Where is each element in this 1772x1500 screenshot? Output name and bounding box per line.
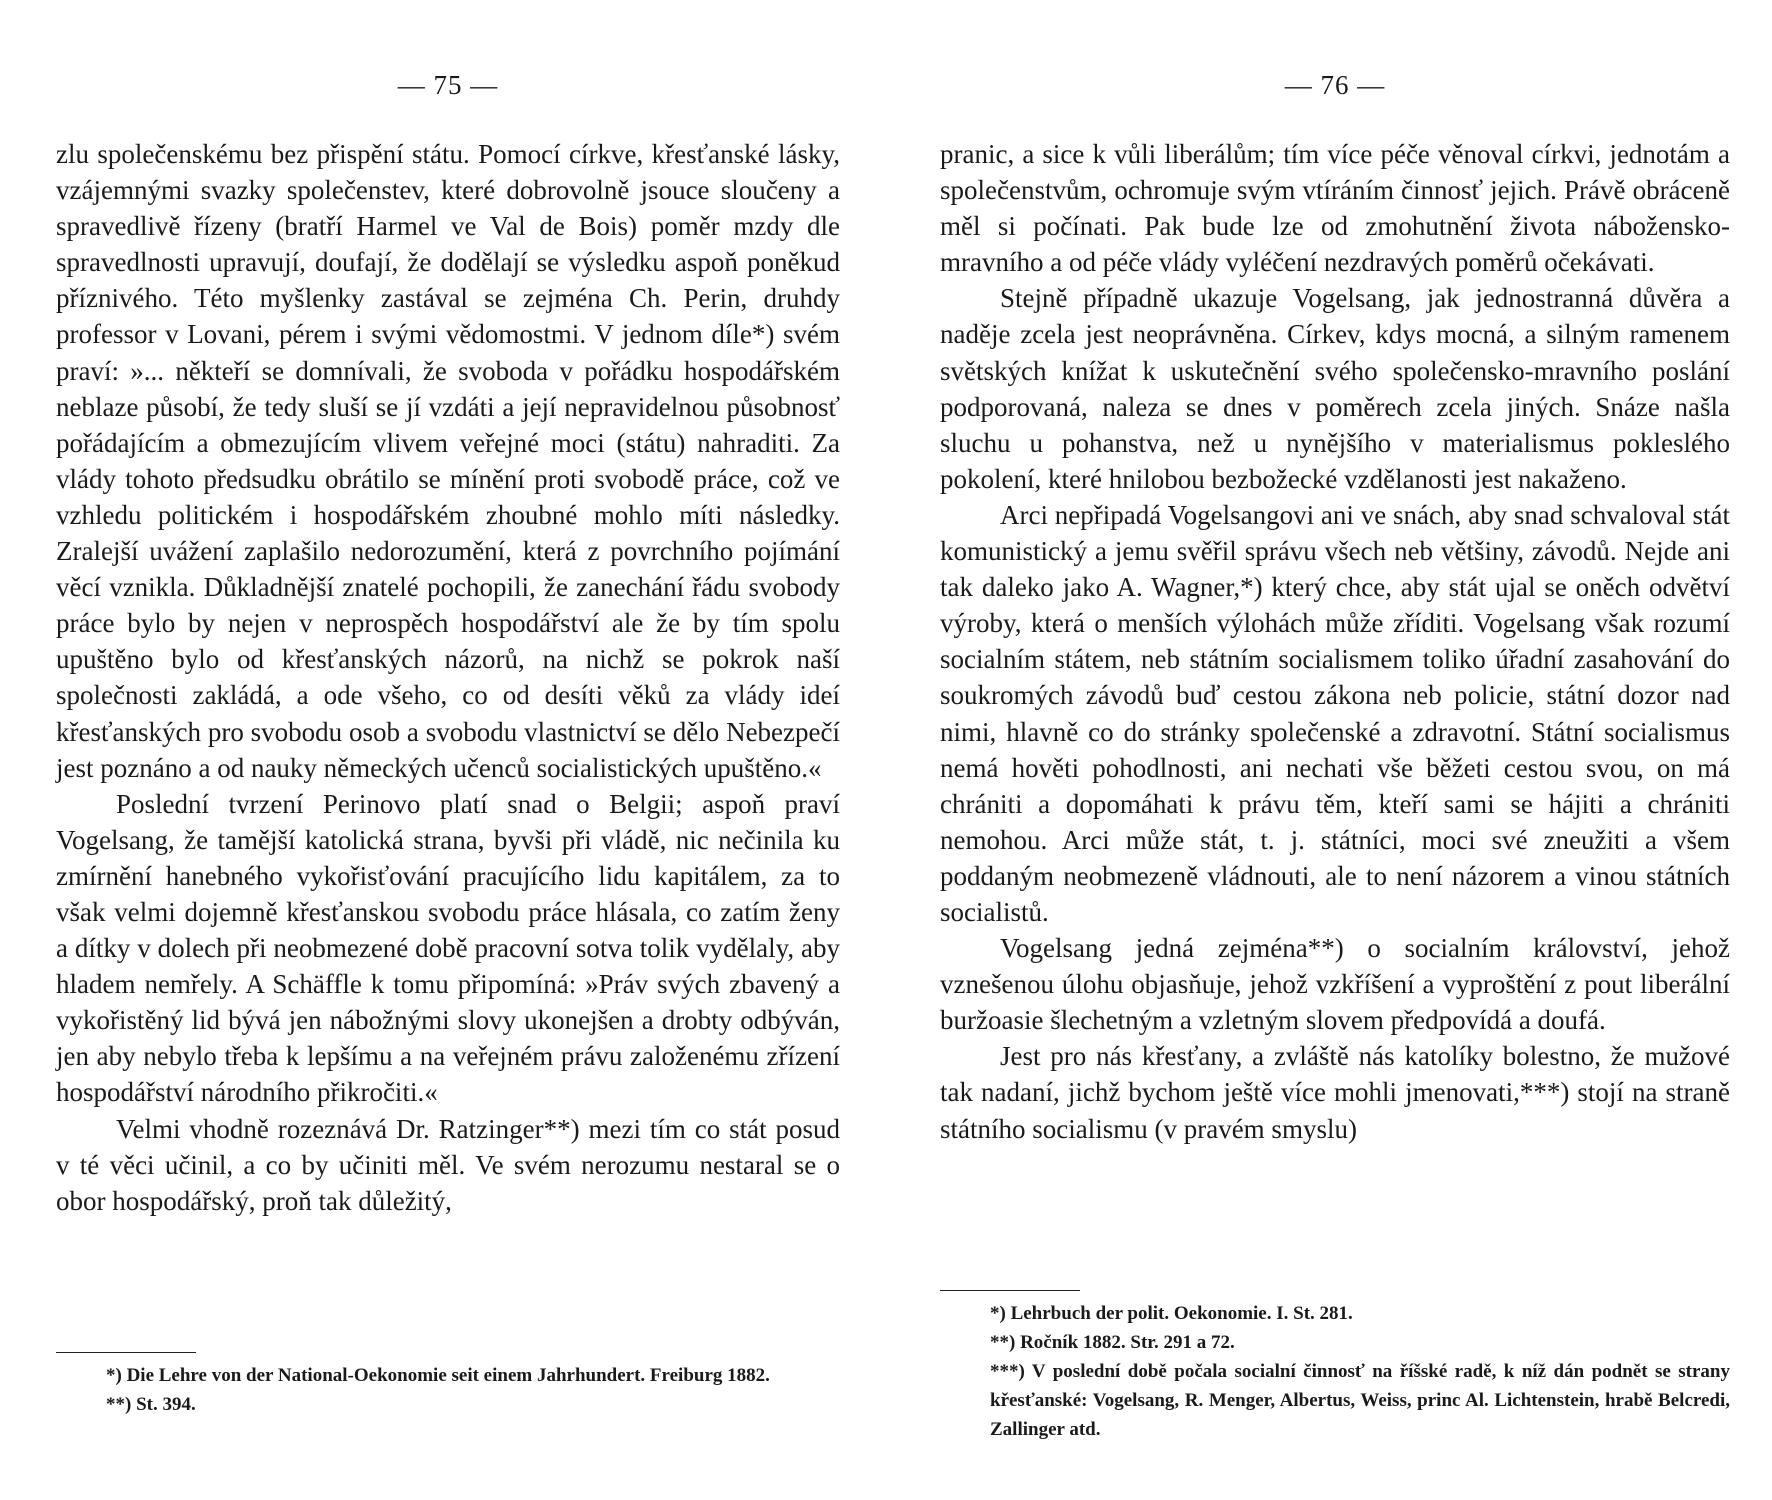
paragraph: pranic, a sice k vůli liberálům; tím více péče věnoval církvi, jednotám a společenstvům, ochromuje svým vtíráním činnosť jejich. Právě obráceně měl si počínati. Pak bude lze od zmohutnění života nábožensko-mravního a od péče vlády vyléčení nezdravých poměrů očekávati. xyxy=(940,139,1730,278)
footnote: **) St. 394. xyxy=(106,1394,196,1415)
footnotes xyxy=(940,1290,1730,1444)
footnote: ***) V poslední době počala socialní činnosť na říšské radě, k níž dán podnět se strany křesťanské: Vogelsang, R. Menger, Albertus, Weiss, princ Al. Lichtenstein, hrabě Belcredi, Zallinger atd. xyxy=(990,1361,1730,1440)
paragraph: Poslední tvrzení Perinovo platí snad o Belgii; aspoň praví Vogelsang, že tamější katolická strana, byvši při vládě, nic nečinila ku zmírnění hanebného vykořisťování pracujícího lidu kapitálem, za to však velmi dojemně křesťanskou svobodu práce hlásala, co zatím ženy a dítky v dolech při neobmezené době pracovní sotva tolik vydělaly, aby hladem nemřely. A Schäffle k tomu připomíná: »Práv svých zbavený a vykořistěný lid bývá jen nábožnými slovy ukonejšen a drobty odbýván, jen aby nebylo třeba k lepšímu a na veřejném právu založenému zřízení hospodářství národního přikročiti.« xyxy=(56,788,840,1108)
paragraph: Arci nepřipadá Vogelsangovi ani ve snách, aby snad schvaloval stát komunistický a jemu svěřil správu všech neb většiny, závodů. Nejde ani tak daleko jako A. Wagner,*) který chce, aby stát ujal se oněch odvětví výroby, která o menších výlohách může zříditi. Vogelsang však rozumí socialním státem, neb státním socialismem toliko úřadní zasahování do soukromých závodů buď cestou zákona neb policie, státní dozor nad nimi, hlavně co do stránky společenské a zdravotní. Státní socialismus nemá hověti pohodlnosti, ani nechati vše běžeti cestou svou, on má chrániti a dopomáhati k právu těm, kteří sami se hájiti a chrániti nemohou. Arci může stát, t. j. státníci, moci své zneužiti a všem poddaným neobmezeně vládnouti, ale to není názorem a vinou státních socialistů. xyxy=(940,499,1730,927)
paragraph: zlu společenskému bez přispění státu. Pomocí církve, křesťanské lásky, vzájemnými svazky společenstev, které dobrovolně jsouce sloučeny a spravedlivě řízeny (bratří Harmel ve Val de Bois) poměr mzdy dle spravedlnosti upravují, doufají, že dodělají se výsledku aspoň poněkud příznivého. Této myšlenky zastával se zejména Ch. Perin, druhdy professor v Lovani, pérem i svými vědomostmi. V jednom díle*) svém praví: »... někteří se domnívali, že svoboda v pořádku hospodářském neblaze působí, že tedy sluší se jí vzdáti a její nepravidelnou působnosť pořádajícím a obmezujícím vlivem veřejné moci (státu) nahraditi. Za vlády tohoto předsudku obrátilo se mínění proti svobodě práce, což ve vzhledu politickém i hospodářském zhoubné mohlo míti následky. Zralejší uvážení zaplašilo nedorozumění, která z povrchního pojímání věcí vznikla. Důkladnější znatelé pochopili, že zanechání řádu svobody práce bylo by nejen v neprospěch hospodářství ale že by tím spolu upuštěno bylo od křesťanských názorů, na nichž se pokrok naší společnosti zakládá, a ode všeho, co od desíti věků za vlády ideí křesťanských pro svobodu osob a svobodu vlastnictví se dělo Nebezpečí jest poznáno a od nauky německých učenců socialistických upuštěno.« xyxy=(56,139,840,783)
left-page xyxy=(56,0,840,1500)
footnote: *) Lehrbuch der polit. Oekonomie. I. St. 281. xyxy=(990,1303,1353,1324)
right-page xyxy=(940,0,1730,1500)
footnotes xyxy=(56,1352,840,1419)
page-number: — 75 — xyxy=(397,70,499,100)
footnote-divider xyxy=(940,1290,1080,1291)
paragraph: Velmi vhodně rozeznává Dr. Ratzinger**) mezi tím co stát posud v té věci učinil, a co by učiniti měl. Ve svém nerozumu nestaral se o obor hospodářský, proň tak důležitý, xyxy=(56,1113,840,1216)
footnote-divider xyxy=(56,1352,196,1353)
footnote: **) Ročník 1882. Str. 291 a 72. xyxy=(990,1332,1235,1353)
footnote: *) Die Lehre von der National-Oekonomie seit einem Jahrhundert. Freiburg 1882. xyxy=(106,1365,770,1386)
paragraph: Stejně případně ukazuje Vogelsang, jak jednostranná důvěra a naděje zcela jest neoprávněna. Církev, kdys mocná, a silným ramenem světských knížat k uskutečnění svého společensko-mravního poslání podporovaná, naleza se dnes v poměrech zcela jiných. Snáze našla sluchu u pohanstva, než u nynějšího v materialismus pokleslého pokolení, které hnilobou bezbožecké vzdělanosti jest nakaženo. xyxy=(940,283,1730,494)
body-text xyxy=(940,136,1730,1147)
paragraph: Jest pro nás křesťany, a zvláště nás katolíky bolestno, že mužové tak nadaní, jichž bychom ještě více mohli jmenovati,***) stojí na straně státního socialismu (v pravém smyslu) xyxy=(940,1041,1730,1144)
body-text xyxy=(56,136,840,1219)
page-number: — 76 — xyxy=(1284,70,1386,100)
paragraph: Vogelsang jedná zejména**) o socialním království, jehož vznešenou úlohu objasňuje, jehož vzkříšení a vyproštění z pout liberální buržoasie šlechetným a vzletným slovem předpovídá a doufá. xyxy=(940,933,1730,1036)
